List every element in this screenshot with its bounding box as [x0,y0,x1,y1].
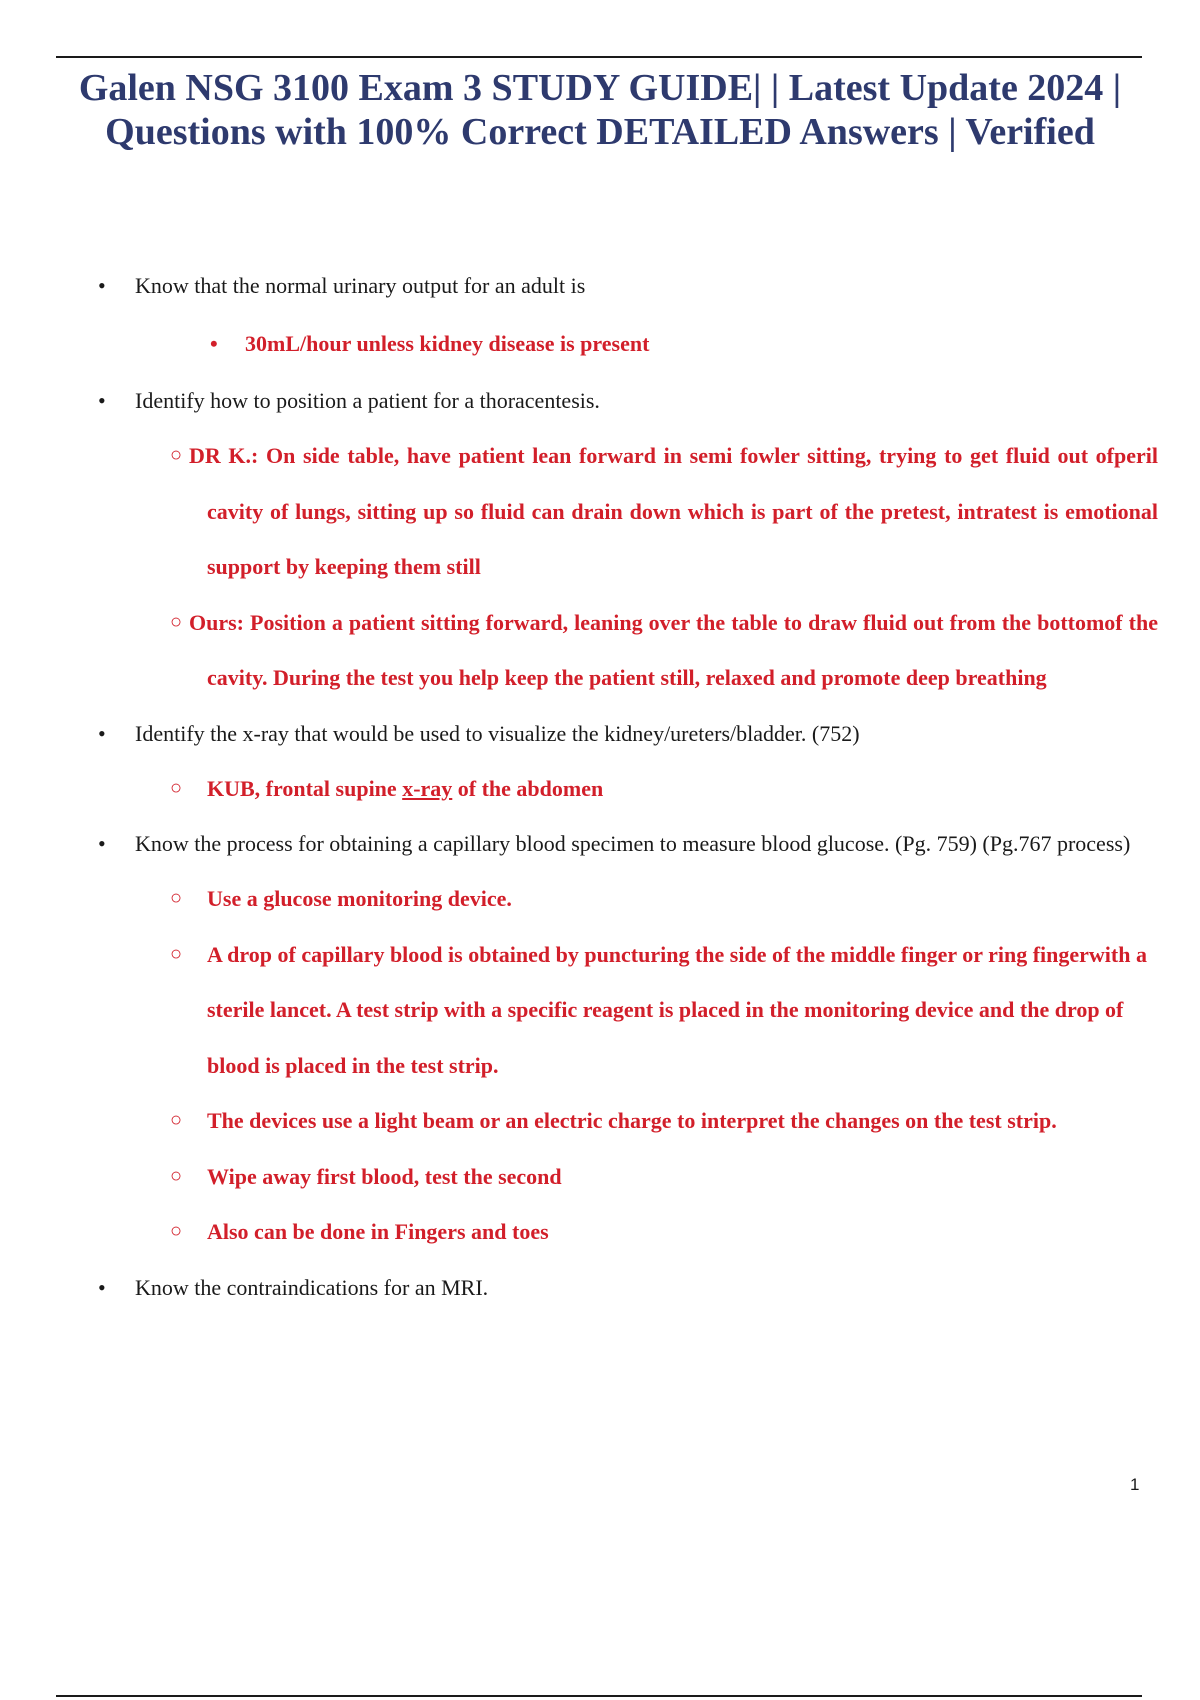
question-text: Identify how to position a patient for a thoracentesis. [135,388,600,413]
study-guide-content [0,258,1200,1315]
bullet-icon: • [98,1274,106,1300]
circle-bullet-icon: ○ [170,610,183,633]
circle-bullet-icon: ○ [170,1109,183,1131]
document-title [60,66,1140,154]
answer-text: Ours: Position a patient sitting forward, leaning over the table to draw fluid out from the bottomof the cavity. During the test you help keep the patient still, relaxed and promote deep breathing [189,609,1158,690]
top-rule [56,56,1142,58]
answer-item [0,927,1200,1094]
answer-item [0,595,1200,706]
question-item [0,706,1200,761]
answer-item [0,1149,1200,1205]
answer-text: Wipe away first blood, test the second [207,1163,562,1189]
bullet-icon: • [210,331,218,356]
bullet-icon: • [98,720,106,746]
answer-text-underlined: x-ray [402,775,453,801]
question-item [0,373,1200,428]
answer-text: A drop of capillary blood is obtained by puncturing the side of the middle finger or ring fingerwith a sterile lancet. A test strip with a specific reagent is placed in the monitoring device and the drop of blood is placed in the test strip. [207,941,1147,1078]
page-number: 1 [1130,1475,1140,1494]
answer-item [0,428,1200,595]
bullet-icon: • [98,273,106,298]
answer-item [0,1204,1200,1260]
question-text: Identify the x-ray that would be used to visualize the kidney/ureters/bladder. (752) [135,720,860,746]
circle-bullet-icon: ○ [170,1220,183,1242]
answer-item [0,761,1200,817]
question-text: Know the process for obtaining a capillary blood specimen to measure blood glucose. (Pg. 759) (Pg.767 process) [135,831,1131,856]
title-line-1: Galen NSG 3100 Exam 3 STUDY GUIDE| | Latest Update 2024 | [78,67,1122,109]
answer-text: Use a glucose monitoring device. [207,886,512,911]
answer-text: DR K.: On side table, have patient lean forward in semi fowler sitting, trying to get fluid out ofperil cavity of lungs, sitting up so fluid can drain down which is part of the pretest, intratest is emotional support by keeping them still [189,443,1158,579]
circle-bullet-icon: ○ [170,942,183,965]
circle-bullet-icon: ○ [170,887,183,909]
question-item [0,258,1200,313]
question-item [0,1260,1200,1315]
answer-text: Also can be done in Fingers and toes [207,1219,549,1244]
circle-bullet-icon: ○ [170,776,183,799]
circle-bullet-icon: ○ [170,444,183,466]
title-line-2: Questions with 100% Correct DETAILED Answers | Verified [105,111,1095,153]
question-text: Know that the normal urinary output for an adult is [135,273,586,298]
circle-bullet-icon: ○ [170,1164,183,1187]
question-item [0,816,1200,871]
question-text: Know the contraindications for an MRI. [135,1274,489,1300]
answer-text: The devices use a light beam or an electric charge to interpret the changes on the test strip. [207,1108,1057,1133]
answer-text-pre: KUB, frontal supine [207,775,403,801]
bullet-icon: • [98,388,106,413]
answer-item [0,315,1200,373]
bottom-rule [56,1695,1142,1697]
answer-item [0,871,1200,927]
answer-text: 30mL/hour unless kidney disease is present [245,331,650,356]
answer-item [0,1093,1200,1149]
bullet-icon: • [98,831,106,856]
answer-text-post: of the abdomen [452,775,604,801]
